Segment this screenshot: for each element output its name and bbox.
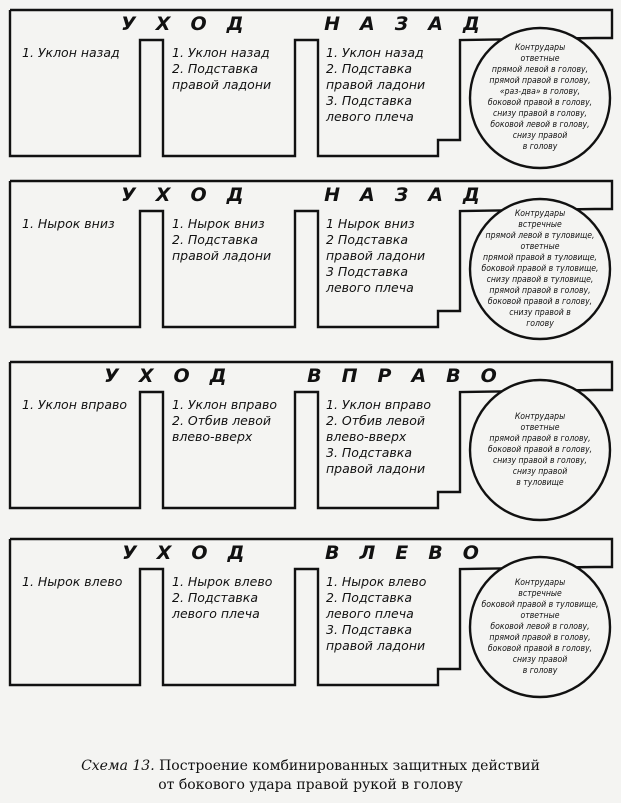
caption-line1: Построение комбинированных защитных действий xyxy=(159,758,540,774)
text-line: ответные xyxy=(520,610,560,621)
text-line: 3. Подставка xyxy=(326,622,412,637)
block-title: УХОД НАЗАД xyxy=(121,184,500,206)
text-line: боковой правой в туловище, xyxy=(481,263,599,274)
step-col3 xyxy=(326,45,425,125)
text-line: 3. Подставка xyxy=(326,445,412,460)
text-line: 2. Подставка xyxy=(172,232,258,247)
text-line: снизу правой в голову, xyxy=(493,455,587,466)
block-title: УХОД НАЗАД xyxy=(121,13,500,35)
text-line: левого плеча xyxy=(326,606,414,621)
text-line: 2. Подставка xyxy=(172,61,258,76)
text-line: 1. Уклон назад xyxy=(326,45,424,60)
text-line: 1 Нырок вниз xyxy=(326,216,415,231)
text-line: ответные xyxy=(520,54,560,64)
text-line: прямой левой в голову, xyxy=(491,65,589,75)
counterattack-text xyxy=(470,412,610,489)
step-col2 xyxy=(172,45,271,93)
text-line: снизу правой xyxy=(512,654,568,665)
text-line: встречные xyxy=(518,219,562,230)
step-col1 xyxy=(22,45,120,61)
text-line: прямой правой в туловище, xyxy=(483,252,597,263)
text-line: прямой правой в голову, xyxy=(489,433,591,444)
text-line: левого плеча xyxy=(172,606,260,621)
text-line: 2. Подставка xyxy=(326,590,412,605)
text-line: «раз-два» в голову, xyxy=(499,87,581,97)
text-line: боковой левой в голову, xyxy=(490,120,590,130)
text-line: боковой правой в туловище, xyxy=(481,599,599,610)
caption xyxy=(0,757,621,795)
text-line: левого плеча xyxy=(326,280,414,295)
text-line: прямой правой в голову, xyxy=(489,76,591,86)
text-line: в голову xyxy=(522,142,558,152)
text-line: 3 Подставка xyxy=(326,264,409,279)
step-col3 xyxy=(326,216,425,296)
step-col1 xyxy=(22,397,127,413)
text-line: 1. Нырок влево xyxy=(172,574,273,589)
text-line: 1. Уклон назад xyxy=(172,45,270,60)
text-line: прямой правой в голову, xyxy=(489,632,591,643)
text-line: встречные xyxy=(518,588,562,599)
text-line: прямой правой в голову, xyxy=(489,285,591,296)
text-line: боковой правой в голову, xyxy=(487,98,593,108)
step-col3 xyxy=(326,574,426,654)
text-line: 1. Нырок влево xyxy=(326,574,427,589)
counterattack-text xyxy=(470,578,610,677)
text-line: снизу правой в туловище, xyxy=(486,274,594,285)
step-col1 xyxy=(22,574,122,590)
text-line: правой ладони xyxy=(326,77,426,92)
block-title: УХОД ВПРАВО xyxy=(104,365,517,387)
text-line: 2. Отбив левой xyxy=(172,413,272,428)
text-line: 2. Подставка xyxy=(172,590,258,605)
text-line: влево-вверх xyxy=(326,429,407,444)
text-line: прямой левой в туловище, xyxy=(485,230,595,241)
text-line: 1. Уклон вправо xyxy=(326,397,431,412)
text-line: 1. Нырок влево xyxy=(22,574,123,589)
step-col2 xyxy=(172,216,271,264)
step-col2 xyxy=(172,397,277,445)
text-line: 1. Уклон назад xyxy=(22,45,120,60)
text-line: Контрудары xyxy=(514,43,566,53)
text-line: ответные xyxy=(520,241,560,252)
text-line: боковой правой в голову, xyxy=(487,444,593,455)
text-line: правой ладони xyxy=(326,461,426,476)
text-line: голову xyxy=(526,318,554,329)
text-line: снизу правой в xyxy=(509,307,571,318)
text-line: влево-вверх xyxy=(172,429,253,444)
text-line: в голову xyxy=(522,665,558,676)
text-line: 2. Отбив левой xyxy=(326,413,426,428)
text-line: 2 Подставка xyxy=(326,232,409,247)
text-line: снизу правой xyxy=(512,466,568,477)
caption-label: Схема 13. xyxy=(81,758,155,774)
text-line: 1. Уклон вправо xyxy=(22,397,127,412)
text-line: Контрудары xyxy=(514,208,566,219)
text-line: боковой левой в голову, xyxy=(490,621,590,632)
text-line: ответные xyxy=(520,422,560,433)
text-line: правой ладони xyxy=(172,248,272,263)
block-title: УХОД ВЛЕВО xyxy=(122,542,499,564)
text-line: 1. Нырок вниз xyxy=(22,216,115,231)
text-line: боковой правой в голову, xyxy=(487,643,593,654)
text-line: правой ладони xyxy=(326,248,426,263)
text-line: 1. Уклон вправо xyxy=(172,397,277,412)
text-line: Контрудары xyxy=(514,411,566,422)
text-line: левого плеча xyxy=(326,109,414,124)
text-line: снизу правой xyxy=(512,131,568,141)
caption-line2: от бокового удара правой рукой в голову xyxy=(158,777,463,793)
step-col1 xyxy=(22,216,115,232)
text-line: 1. Нырок вниз xyxy=(172,216,265,231)
counterattack-text xyxy=(470,43,610,153)
counterattack-text xyxy=(470,209,610,330)
text-line: 2. Подставка xyxy=(326,61,412,76)
text-line: Контрудары xyxy=(514,577,566,588)
text-line: в туловище xyxy=(516,477,564,488)
text-line: 3. Подставка xyxy=(326,93,412,108)
text-line: правой ладони xyxy=(326,638,426,653)
step-col2 xyxy=(172,574,272,622)
text-line: правой ладони xyxy=(172,77,272,92)
text-line: боковой правой в голову, xyxy=(487,296,593,307)
text-line: снизу правой в голову, xyxy=(493,109,587,119)
step-col3 xyxy=(326,397,431,477)
